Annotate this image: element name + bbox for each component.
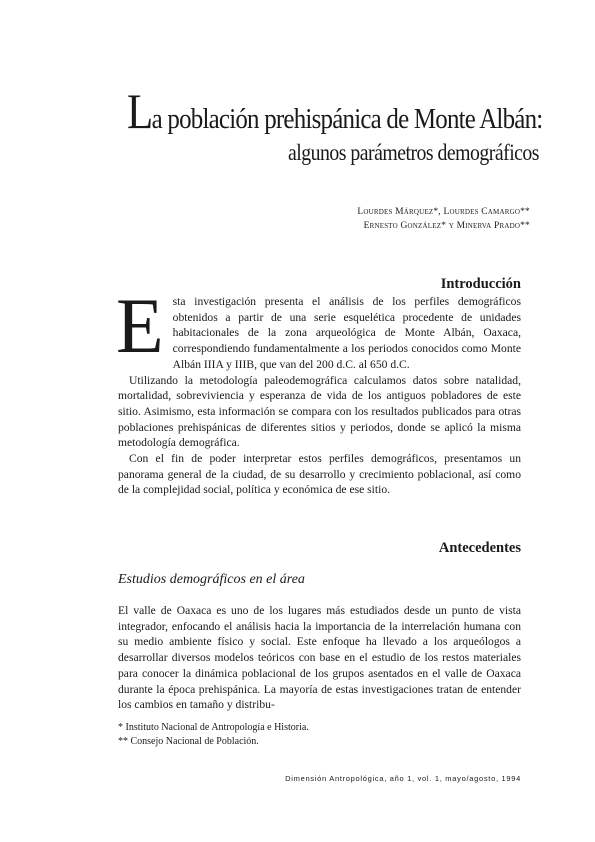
footnote-2: ** Consejo Nacional de Población. [118,736,259,747]
intro-paragraph-2: Utilizando la metodología paleodemográfica calculamos datos sobre natalidad, mortalidad, sobreviviencia y esperanza de vida de los antiguos pobladores de este sitio. Asimismo, esta información se compara con los resultados publicados para otras poblaciones prehispánicas de diferentes sitios y periodos, donde se aplicó la misma metodología demográfica. [118,373,521,450]
intro-paragraph-1-text: sta investigación presenta el análisis de los perfiles demográficos obtenidos a partir de una serie esquelética procedente de unidades habitacionales de la zona arqueológica de Monte Albán, Oaxaca, correspondiendo fundamentalmente a los periodos conocidos como Monte Albán IIIA y IIIB, que van del 200 d.C. al 650 d.C. [172,295,521,371]
title-text: a población prehispánica de Monte Albán: [151,103,543,135]
running-footer: Dimensión Antropológica, año 1, vol. 1, mayo/agosto, 1994 [285,774,521,783]
title-initial: L [127,83,152,139]
section-heading-introduccion: Introducción [440,276,521,292]
section-heading-antecedentes: Antecedentes [438,540,521,556]
intro-paragraph-3: Con el fin de poder interpretar estos perfiles demográficos, presentamos un panorama general de la ciudad, de su desarrollo y crecimiento poblacional, así como de la complejidad social, política y económica de ese sitio. [118,452,521,497]
footnote-1: * Instituto Nacional de Antropología e Historia. [118,722,309,733]
article-title [127,83,543,139]
author-line-1: Lourdes Márquez*, Lourdes Camargo** [357,207,530,217]
article-subtitle: algunos parámetros demográficos [288,140,539,165]
footnotes [118,721,309,749]
author-line-2: Ernesto González* y Minerva Prado** [363,221,530,231]
subsection-heading-estudios: Estudios demográficos en el área [118,572,305,587]
antecedentes-paragraph-1: El valle de Oaxaca es uno de los lugares más estudiados desde un punto de vista integrador, enfocando el análisis hacia la importancia de la interrelación humana con su medio ambiente físico y social. Este enfoque ha llevado a los arqueólogos a desarrollar diversos modelos teóricos con base en el estudio de los restos materiales para conocer la dinámica poblacional de los grupos asentados en el valle de Oaxaca durante la época prehispánica. La mayoría de estas investigaciones tratan de entender los cambios en tamaño y distribu- [118,604,521,712]
drop-cap: E [116,282,164,369]
author-list [200,205,530,233]
title-block [60,83,543,166]
